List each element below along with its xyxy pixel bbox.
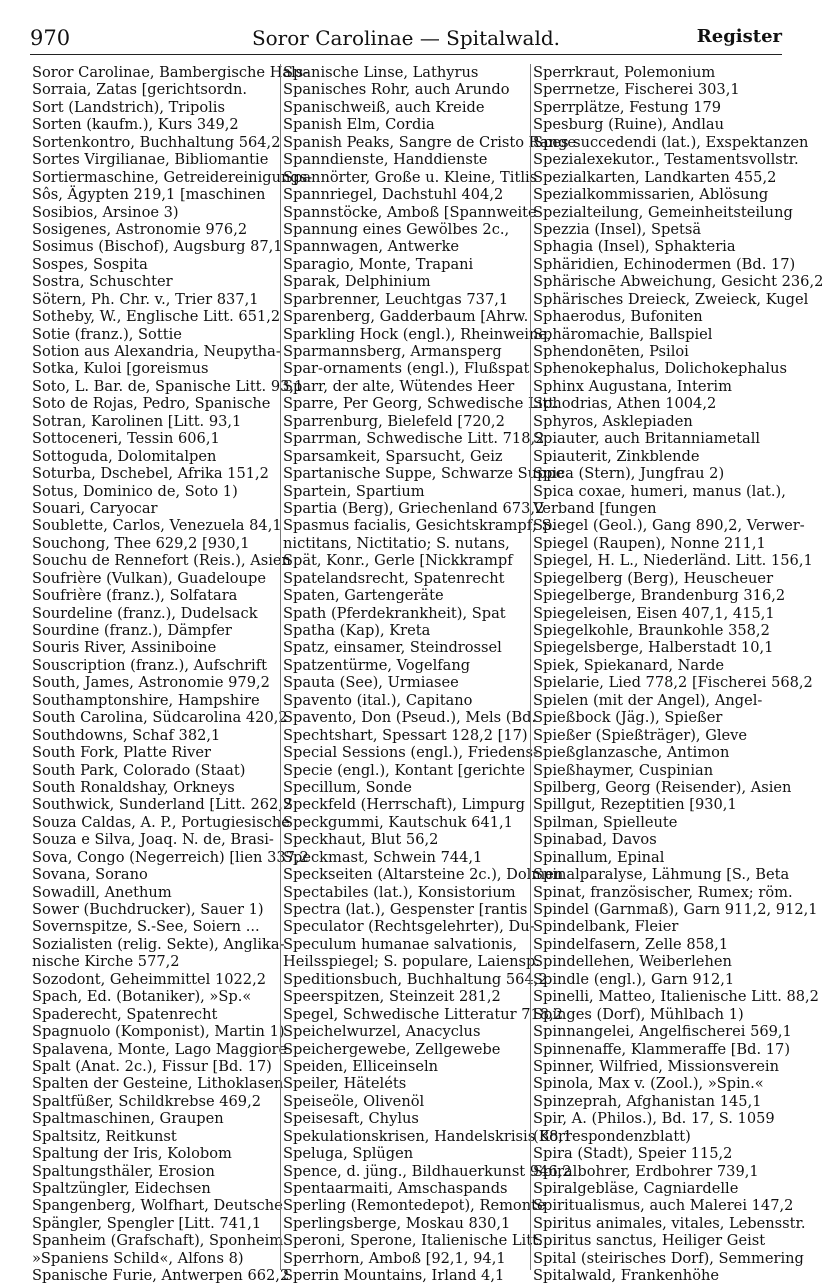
register-entry: Souris River, Assiniboine (32, 639, 217, 657)
register-entry: Verband [fungen (533, 499, 657, 517)
register-entry: Speiler, Häteléts (283, 1075, 407, 1093)
register-entry: Spinallum, Epinal (533, 848, 665, 866)
register-entry: Speiden, Elliceinseln (283, 1057, 439, 1075)
register-entry: Speluga, Splügen (283, 1145, 414, 1163)
register-entry: Sparbrenner, Leuchtgas 737,1 (283, 290, 509, 308)
register-entry: Sphenokephalus, Dolichokephalus (533, 360, 787, 378)
register-entry: Spielarie, Lied 778,2 [Fischerei 568,2 (533, 674, 813, 692)
register-entry: Spiralbohrer, Erdbohrer 739,1 (533, 1162, 759, 1180)
register-entry: Spindle (engl.), Garn 912,1 (533, 970, 735, 988)
register-entry: Spiegel (Geol.), Gang 890,2, Verwer- (533, 517, 805, 535)
column-left (30, 64, 313, 1285)
register-entry: (Korrespondenzblatt) (533, 1127, 691, 1145)
register-entry: Spangenberg, Wolfhart, Deutsche (32, 1197, 283, 1215)
register-entry: Spießer (Spießträger), Gleve (533, 726, 748, 744)
register-entry: Souza e Silva, Joaq. N. de, Brasi- (32, 831, 274, 849)
register-entry: Souscription (franz.), Aufschrift (32, 656, 267, 674)
register-entry: Soror Carolinae, Bambergische Hals- (32, 64, 309, 81)
register-entry: Specie (engl.), Kontant [gerichte (283, 761, 525, 779)
register-entry: Soufrière (Vulkan), Guadeloupe (32, 569, 266, 587)
register-entry: Sovana, Sorano (32, 866, 148, 884)
register-entry: Spinabad, Davos (533, 831, 657, 849)
register-entry: Sosimus (Bischof), Augsburg 87,1 (32, 238, 283, 256)
register-entry: Spitalwald, Frankenhöhe (533, 1267, 720, 1285)
register-entry: Speckseiten (Altarsteine 2c.), Dolmen (283, 866, 564, 884)
register-entry: Spegel, Schwedische Litteratur 718,2 (283, 1005, 564, 1023)
register-entry: Speckmast, Schwein 744,1 (283, 848, 483, 866)
register-entry: Sperrhorn, Amboß [92,1, 94,1 (283, 1249, 506, 1267)
register-entry: nictitans, Nictitatio; S. nutans, (283, 534, 510, 552)
register-entry: Spanish Elm, Cordia (283, 116, 435, 134)
register-entry: Spital (steirisches Dorf), Semmering (533, 1249, 804, 1267)
register-entry: Speculator (Rechtsgelehrter), Du- (283, 918, 535, 936)
register-entry: Spica coxae, humeri, manus (lat.), (533, 482, 786, 500)
register-entry: Sparsamkeit, Sparsucht, Geiz (283, 447, 503, 465)
register-entry: Spagnuolo (Komponist), Martin 1) (32, 1023, 285, 1041)
register-entry: Speckgummi, Kautschuk 641,1 (283, 813, 513, 831)
register-entry: Spiegeleisen, Eisen 407,1, 415,1 (533, 604, 775, 622)
register-entry: Spiegelberge, Brandenburg 316,2 (533, 587, 786, 605)
register-entry: Sospes, Sospita (32, 255, 148, 273)
register-entry: Spinat, französischer, Rumex; röm. (533, 883, 793, 901)
register-entry: Spatha (Kap), Kreta (283, 622, 431, 639)
register-entry: Spaltung der Iris, Kolobom (32, 1145, 232, 1163)
register-entry: Sourdeline (franz.), Dudelsack (32, 604, 258, 622)
register-entry: Spir, A. (Philos.), Bd. 17, S. 1059 (533, 1110, 775, 1128)
register-entry: Spannwagen, Antwerke (283, 238, 460, 256)
register-entry: Spiauter, auch Britanniametall (533, 430, 761, 448)
register-entry: Spängler, Spengler [Litt. 741,1 (32, 1214, 262, 1232)
register-entry: Spica (Stern), Jungfrau 2) (533, 465, 725, 483)
register-entry: Sphäromachie, Ballspiel (533, 325, 713, 343)
register-entry: Sotie (franz.), Sottie (32, 325, 182, 343)
register-entry: »Spaniens Schild«, Alfons 8) (32, 1249, 244, 1267)
register-entry: Spinola, Max v. (Zool.), »Spin.« (533, 1075, 764, 1093)
register-entry: Spannstöcke, Amboß [Spannweite (283, 203, 537, 221)
register-entry: Sozodont, Geheimmittel 1022,2 (32, 970, 267, 988)
register-entry: Sperrplätze, Festung 179 (533, 98, 722, 116)
register-entry: Spießbock (Jäg.), Spießer (533, 709, 723, 727)
column-middle (280, 64, 577, 1285)
register-entry: Southamptonshire, Hampshire (32, 691, 260, 709)
register-entry: Sphagia (Insel), Sphakteria (533, 238, 736, 256)
register-entry: Speculum humanae salvationis, (283, 935, 518, 953)
register-entry: Spechtshart, Spessart 128,2 [17) (283, 726, 528, 744)
register-entry: Spinalparalyse, Lähmung [S., Beta (533, 866, 790, 884)
register-entry: Sosigenes, Astronomie 976,2 (32, 220, 248, 238)
page-header (30, 20, 782, 55)
register-entry: Spanheim (Grafschaft), Sponheim (32, 1232, 284, 1250)
register-entry: Spesburg (Ruine), Andlau (533, 116, 724, 134)
register-entry: Sphyros, Asklepiaden (533, 412, 693, 430)
register-entry: Sottoguda, Dolomitalpen (32, 447, 217, 465)
register-entry: Sorraia, Zatas [gerichtsordn. (32, 81, 248, 99)
register-entry: Spillgut, Rezeptitien [930,1 (533, 796, 737, 814)
register-entry: Spiegelberg (Berg), Heuscheuer (533, 569, 774, 587)
register-entry: Sosibios, Arsinoe 3) (32, 203, 179, 221)
register-entry: Sortes Virgilianae, Bibliomantie (32, 151, 269, 169)
register-entry: Speiseöle, Olivenöl (283, 1092, 425, 1110)
register-entry: Spiegelsberge, Halberstadt 10,1 (533, 639, 774, 657)
register-entry: South Carolina, Südcarolina 420,2 (32, 709, 288, 727)
register-entry: Sparrenburg, Bielefeld [720,2 (283, 412, 505, 430)
register-entry: Sparkling Hock (engl.), Rheinweine, (283, 325, 552, 343)
register-entry: Spielen (mit der Angel), Angel- (533, 691, 763, 709)
register-entry: Spindelfasern, Zelle 858,1 (533, 935, 729, 953)
register-entry: Spasmus facialis, Gesichtskrampf; S. (283, 517, 556, 535)
section-label: Register (696, 26, 782, 47)
register-entry: Spartein, Spartium (283, 482, 425, 500)
register-entry: Spinnangelei, Angelfischerei 569,1 (533, 1023, 792, 1041)
register-entry: Spät, Konr., Gerle [Nickkrampf (283, 552, 513, 570)
register-entry: Spezialexekutor., Testamentsvollstr. (533, 151, 799, 169)
register-entry: Spannung eines Gewölbes 2c., (283, 220, 510, 238)
register-entry: Spence, d. jüng., Bildhauerkunst 946,2 (283, 1162, 572, 1180)
register-entry: Spalavena, Monte, Lago Maggiore (32, 1040, 288, 1058)
register-entry: South Park, Colorado (Staat) (32, 761, 246, 779)
register-entry: Southdowns, Schaf 382,1 (32, 726, 221, 744)
register-entry: Spiralgebläse, Cagniardelle (533, 1180, 739, 1197)
register-entry: Sphaerodus, Bufoniten (533, 308, 703, 326)
register-entry: Spatelandsrecht, Spatenrecht (283, 569, 505, 587)
register-entry: Sova, Congo (Negerreich) [lien 337,2 (32, 848, 309, 866)
register-entry: Spavento, Don (Pseud.), Mels (Bd. (283, 709, 537, 727)
register-entry: Spartanische Suppe, Schwarze Suppe (283, 465, 565, 483)
register-entry: Spaltungsthäler, Erosion (32, 1162, 215, 1180)
register-entry: Spaltsitz, Reitkunst (32, 1127, 177, 1145)
register-entry: Speichelwurzel, Anacyclus (283, 1023, 481, 1041)
register-entry: Speisesaft, Chylus (283, 1110, 419, 1128)
register-entry: Sostra, Schuschter (32, 273, 173, 291)
register-entry: Soto, L. Bar. de, Spanische Litt. 93,1 (32, 377, 304, 395)
register-entry: Spezzia (Insel), Spetsä (533, 220, 702, 238)
register-entry: Speichergewebe, Zellgewebe (283, 1040, 501, 1058)
register-entry: Spinzeprah, Afghanistan 145,1 (533, 1092, 762, 1110)
register-entry: Spar-ornaments (engl.), Flußspat (283, 360, 530, 378)
register-entry: Sparr, der alte, Wütendes Heer (283, 377, 515, 395)
register-entry: Spalten der Gesteine, Lithoklasen (32, 1075, 284, 1093)
register-entry: Spanndienste, Handdienste (283, 151, 488, 169)
register-entry: Sortiermaschine, Getreidereinigungs- (32, 168, 313, 186)
register-entry: Sotion aus Alexandria, Neupytha- (32, 343, 281, 360)
register-entry: Southwick, Sunderland [Litt. 262,2 (32, 796, 293, 814)
register-entry: Spindel (Garnmaß), Garn 911,2, 912,1 (533, 901, 818, 918)
register-entry: Sperlingsberge, Moskau 830,1 (283, 1214, 511, 1232)
register-entry: Spannörter, Große u. Kleine, Titlis (283, 168, 538, 186)
register-entry: Spiritus animales, vitales, Lebensstr. (533, 1214, 806, 1232)
register-entry: Sperrnetze, Fischerei 303,1 (533, 81, 740, 99)
register-entry: Sotka, Kuloi [goreismus (32, 360, 209, 378)
register-entry: Spiegelkohle, Braunkohle 358,2 (533, 622, 770, 639)
register-entry: Spindellehen, Weiberlehen (533, 953, 732, 971)
register-entry: Sortenkontro, Buchhaltung 564,2 (32, 133, 281, 151)
register-entry: Spiritualismus, auch Malerei 147,2 (533, 1197, 794, 1215)
register-entry: Soufrière (franz.), Solfatara (32, 587, 238, 605)
register-entry: Sperling (Remontedepot), Remonte (283, 1197, 546, 1215)
register-entry: Spinelli, Matteo, Italienische Litt. 88,2 (533, 988, 819, 1006)
register-columns (30, 64, 823, 1285)
register-entry: Spes succedendi (lat.), Exspektanzen (533, 133, 809, 151)
register-entry: South Ronaldshay, Orkneys (32, 778, 235, 796)
register-entry: South Fork, Platte River (32, 744, 212, 762)
register-entry: Speckhaut, Blut 56,2 (283, 831, 439, 849)
register-entry: Spanische Linse, Lathyrus (283, 64, 479, 81)
register-entry: Sparrman, Schwedische Litt. 718,2 (283, 430, 545, 448)
register-entry: Spinges (Dorf), Mühlbach 1) (533, 1005, 744, 1023)
register-entry: Spanischweiß, auch Kreide (283, 98, 485, 116)
register-entry: Sphodrias, Athen 1004,2 (533, 395, 717, 413)
register-entry: Sotran, Karolinen [Litt. 93,1 (32, 412, 242, 430)
register-entry: Spiek, Spiekanard, Narde (533, 656, 725, 674)
register-entry: Spilberg, Georg (Reisender), Asien (533, 778, 792, 796)
register-entry: Spezialteilung, Gemeinheitsteilung (533, 203, 793, 221)
register-entry: Sphäridien, Echinodermen (Bd. 17) (533, 255, 796, 273)
register-entry: Souza Caldas, A. P., Portugiesische (32, 813, 290, 831)
register-entry: Speerspitzen, Steinzeit 281,2 (283, 988, 501, 1006)
register-entry: Sotheby, W., Englische Litt. 651,2 (32, 308, 281, 326)
register-entry: Sozialisten (relig. Sekte), Anglika- (32, 935, 285, 953)
register-entry: Special Sessions (engl.), Friedens- (283, 744, 538, 762)
register-entry: Spatz, einsamer, Steindrossel (283, 639, 502, 657)
register-entry: Specillum, Sonde (283, 778, 412, 796)
register-entry: Spekulationskrisen, Handelskrisis 88,1 (283, 1127, 573, 1145)
register-entry: Spath (Pferdekrankheit), Spat (283, 604, 506, 622)
register-entry: Spalt (Anat. 2c.), Fissur [Bd. 17) (32, 1057, 272, 1075)
register-entry: Spectabiles (lat.), Konsistorium (283, 883, 516, 901)
register-entry: Sperrkraut, Polemonium (533, 64, 716, 81)
register-entry: Spießglanzasche, Antimon (533, 744, 730, 762)
register-entry: Heilsspiegel; S. populare, Laiensp. (283, 953, 540, 971)
register-entry: Sort (Landstrich), Tripolis (32, 98, 225, 116)
register-entry: Speditionsbuch, Buchhaltung 564,2 (283, 970, 548, 988)
register-entry: Sourdine (franz.), Dämpfer (32, 622, 232, 639)
register-entry: Spezialkommissarien, Ablösung (533, 186, 769, 204)
register-entry: Sötern, Ph. Chr. v., Trier 837,1 (32, 290, 259, 308)
register-entry: Souchu de Rennefort (Reis.), Asien (32, 552, 291, 570)
register-entry: Spartia (Berg), Griechenland 673,2 (283, 499, 545, 517)
register-entry: Sphärische Abweichung, Gesicht 236,2 (533, 273, 823, 291)
register-entry: Sphärisches Dreieck, Zweieck, Kugel (533, 290, 809, 308)
register-entry: Spatzentürme, Vogelfang (283, 656, 471, 674)
register-entry: nische Kirche 577,2 (32, 953, 180, 971)
register-entry: Soublette, Carlos, Venezuela 84,1 (32, 517, 282, 535)
register-entry: Sphendonēten, Psiloi (533, 343, 689, 360)
register-entry: Spannriegel, Dachstuhl 404,2 (283, 186, 504, 204)
column-right (530, 64, 823, 1285)
register-entry: Spindelbank, Fleier (533, 918, 679, 936)
register-entry: Spaderecht, Spatenrecht (32, 1005, 218, 1023)
register-entry: Sparenberg, Gadderbaum [Ahrw. (283, 308, 529, 326)
register-entry: Spaten, Gartengeräte (283, 587, 444, 605)
register-entry: Spira (Stadt), Speier 115,2 (533, 1145, 733, 1163)
register-entry: Sparmannsberg, Armansperg (283, 343, 502, 360)
register-entry: Spauta (See), Urmiasee (283, 674, 459, 692)
register-entry: Sottoceneri, Tessin 606,1 (32, 430, 220, 448)
register-entry: Spaltzüngler, Eidechsen (32, 1180, 211, 1197)
register-entry: Spiegel, H. L., Niederländ. Litt. 156,1 (533, 552, 813, 570)
register-entry: Spanische Furie, Antwerpen 662,2 (32, 1267, 290, 1285)
register-entry: Spanish Peaks, Sangre de Cristo Range (283, 133, 577, 151)
register-entry: Spinner, Wilfried, Missionsverein (533, 1057, 779, 1075)
register-entry: Souchong, Thee 629,2 [930,1 (32, 534, 250, 552)
register-entry: Spentaarmaiti, Amschaspands (283, 1180, 508, 1197)
register-entry: Spilman, Spielleute (533, 813, 678, 831)
page-number: 970 (30, 26, 71, 50)
register-entry: Spiritus sanctus, Heiliger Geist (533, 1232, 766, 1250)
register-entry: Spinnenaffe, Klammeraffe [Bd. 17) (533, 1040, 791, 1058)
register-entry: Spezialkarten, Landkarten 455,2 (533, 168, 777, 186)
register-entry: Sorten (kaufm.), Kurs 349,2 (32, 116, 239, 134)
register-entry: Sower (Buchdrucker), Sauer 1) (32, 901, 264, 918)
register-entry: Speroni, Sperone, Italienische Litt. (283, 1232, 543, 1250)
register-entry: South, James, Astronomie 979,2 (32, 674, 270, 692)
register-entry: Spectra (lat.), Gespenster [rantis (283, 901, 528, 918)
register-entry: Sperrin Mountains, Irland 4,1 (283, 1267, 505, 1285)
register-entry: Sparre, Per Georg, Schwedische Litt. (283, 395, 559, 413)
register-entry: Souari, Caryocar (32, 499, 158, 517)
register-entry: Sotus, Dominico de, Soto 1) (32, 482, 238, 500)
page-title: Soror Carolinae — Spitalwald. (251, 26, 561, 50)
register-entry: Sovernspitze, S.-See, Soiern ... (32, 918, 260, 936)
register-entry: Sowadill, Anethum (32, 883, 172, 901)
register-entry: Sphinx Augustana, Interim (533, 377, 732, 395)
register-entry: Sôs, Ägypten 219,1 [maschinen (32, 186, 266, 204)
register-entry: Soto de Rojas, Pedro, Spanische (32, 395, 271, 413)
register-entry: Sparagio, Monte, Trapani (283, 255, 474, 273)
register-entry: Spießhaymer, Cuspinian (533, 761, 714, 779)
register-entry: Spaltfüßer, Schildkrebse 469,2 (32, 1092, 261, 1110)
register-entry: Soturba, Dschebel, Afrika 151,2 (32, 465, 269, 483)
register-entry: Spiegel (Raupen), Nonne 211,1 (533, 534, 766, 552)
register-entry: Sparak, Delphinium (283, 273, 431, 291)
register-entry: Spach, Ed. (Botaniker), »Sp.« (32, 988, 252, 1006)
register-entry: Spavento (ital.), Capitano (283, 691, 473, 709)
register-entry: Spiauterit, Zinkblende (533, 447, 700, 465)
register-entry: Speckfeld (Herrschaft), Limpurg (283, 796, 525, 814)
register-entry: Spaltmaschinen, Graupen (32, 1110, 224, 1128)
register-entry: Spanisches Rohr, auch Arundo (283, 81, 510, 99)
